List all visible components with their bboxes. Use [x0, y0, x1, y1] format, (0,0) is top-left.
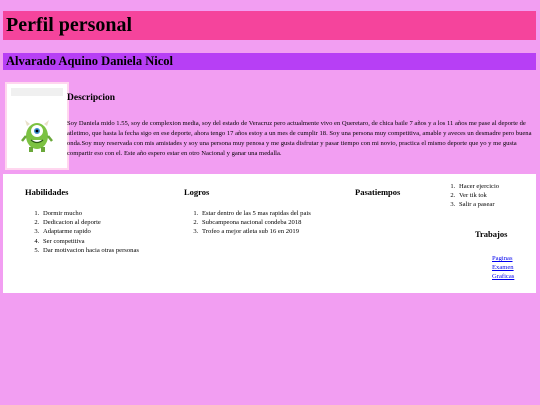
logros-title: Logros [184, 187, 210, 197]
list-item: 3. Trofeo a mejor atleta sub 16 en 2019 [200, 227, 311, 236]
list-item: 1. Dormir mucho [41, 209, 139, 218]
trabajos-links [492, 254, 514, 282]
pasatiempos-title: Pasatiempos [355, 187, 401, 197]
link-paginas[interactable]: Paginas [492, 255, 513, 262]
pasatiempos-list [448, 182, 499, 210]
habilidades-title: Habilidades [25, 187, 69, 197]
monster-character-icon [19, 114, 55, 152]
description-text: Soy Daniela mido 1.55, soy de complexion media, soy del estado de Veracruz pero actualmente vivo en Queretaro, de chica baile 7 años y a los 11 años me pase al deporte de atletimo, que hasta la fecha sigo en ese deporte, ahora tengo 17 años estoy a un mes de cumplir 18. Soy una persona muy competitiva, amable y aveces un desmadre pero buena onda.Soy muy reservada con mis amistades y soy una persona muy penosa y me gusta disfrutar y pasar tiempo con mi novio, practica el mismo deporte que yo y me gusta compartir eso con el. Este año espero estar en otro Nacional y ganar una medalla. [67, 120, 532, 157]
list-item: 3. Adaptarme rapido [41, 227, 139, 236]
name-bar [3, 53, 536, 70]
list-item: 2. Ver tik tok [457, 191, 499, 200]
avatar [5, 82, 69, 170]
description-title: Descripcion [67, 93, 116, 103]
trabajos-title: Trabajos [475, 229, 508, 239]
habilidades-list [32, 209, 139, 255]
list-item: 4. Ser competitiva [41, 237, 139, 246]
header-bar [3, 11, 536, 40]
list-item: 2. Dedicacion al deporte [41, 218, 139, 227]
avatar-top-strip [11, 88, 63, 96]
logros-list [191, 209, 311, 237]
page-title: Perfil personal [6, 14, 133, 36]
info-panel [3, 174, 536, 293]
list-item: 1. Hacer ejercicio [457, 182, 499, 191]
link-examen[interactable]: Examen [492, 264, 514, 272]
list-item: 2. Subcampeona nacional condeba 2018 [200, 218, 311, 227]
list-item: 5. Dar motivacion hacia otras personas [41, 246, 139, 255]
description-section [3, 80, 536, 172]
list-item: 1. Estar dentro de las 5 mas rapidas del pais [200, 209, 311, 218]
link-graficas[interactable]: Graficas [492, 273, 515, 281]
profile-name: Alvarado Aquino Daniela Nicol [6, 54, 174, 68]
list-item: 3. Salir a pasear [457, 200, 499, 209]
